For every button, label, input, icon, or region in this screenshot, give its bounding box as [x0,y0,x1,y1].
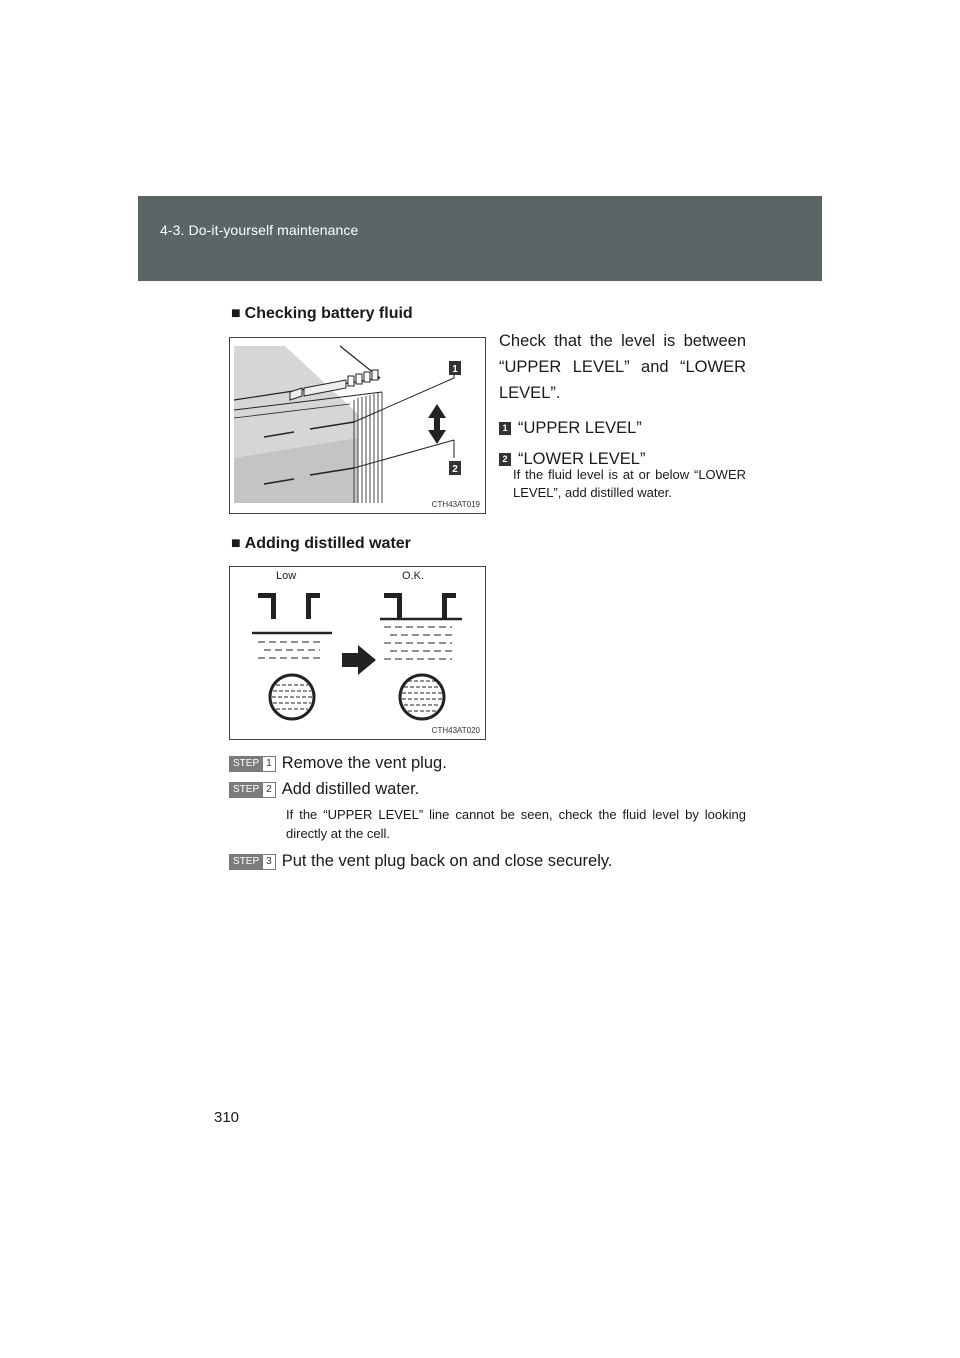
adding-water-heading [231,535,411,553]
step-text: Add distilled water. [281,780,420,798]
legend-number: 2 [499,453,511,466]
step-number: 1 [262,757,275,771]
label-low: Low [276,570,297,582]
step-1 [229,754,447,773]
check-instruction: Check that the level is between “UPPER LEVEL” and “LOWER LEVEL”. [499,332,746,402]
figure-code: CTH43AT019 [431,500,480,509]
svg-text:2: 2 [452,464,458,475]
figure-code: CTH43AT020 [431,726,480,735]
checking-fluid-heading [231,305,413,323]
legend-label: “UPPER LEVEL” [518,419,642,437]
section-title: 4-3. Do-it-yourself maintenance [160,222,359,238]
page-header [138,196,822,281]
step-3 [229,852,613,871]
page-number: 310 [214,1109,240,1126]
heading-marker: ■ [231,535,241,552]
battery-illustration [230,338,485,513]
step-word: STEP [230,855,262,869]
battery-level-figure [229,337,486,514]
heading-text: Checking battery fluid [244,305,413,322]
step-badge [229,854,276,870]
step-text: Put the vent plug back on and close securely. [281,852,613,870]
legend-upper-level [499,419,642,438]
legend-label: “LOWER LEVEL” [518,450,646,468]
svg-text:1: 1 [452,364,458,375]
fluid-level-note: If the fluid level is at or below “LOWER LEVEL”, add distilled water. [513,467,746,500]
step-2-note: If the “UPPER LEVEL” line cannot be seen, check the fluid level by looking directly at the cell. [286,807,746,841]
step-number: 3 [262,855,275,869]
heading-marker: ■ [231,305,241,322]
step-badge [229,782,276,798]
step-2 [229,780,419,799]
water-level-illustration [230,567,485,739]
legend-number: 1 [499,422,511,435]
step-word: STEP [230,757,262,771]
step-word: STEP [230,783,262,797]
step-text: Remove the vent plug. [281,754,447,772]
heading-text: Adding distilled water [244,535,411,552]
step-number: 2 [262,783,275,797]
step-badge [229,756,276,772]
label-ok: O.K. [402,570,425,582]
distilled-water-figure [229,566,486,740]
